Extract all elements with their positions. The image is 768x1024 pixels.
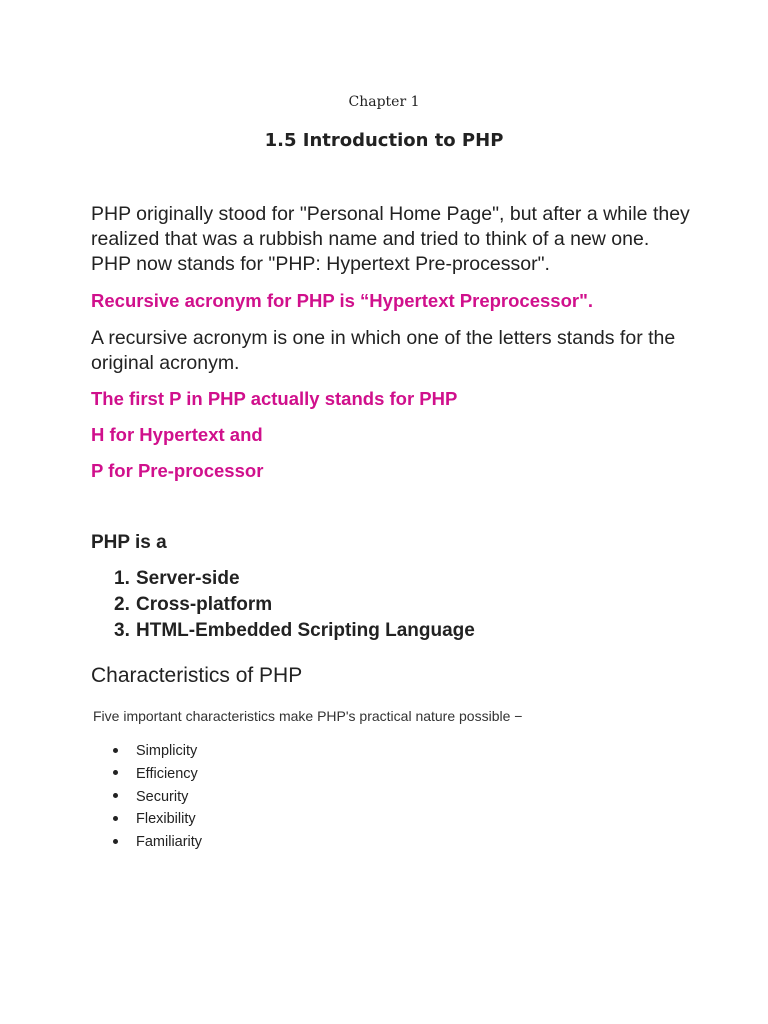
recursive-acronym-highlight: Recursive acronym for PHP is “Hypertext Preprocessor". bbox=[91, 290, 593, 311]
list-number: 1. bbox=[114, 568, 130, 589]
php-is-heading: PHP is a bbox=[91, 532, 167, 553]
list-item bbox=[114, 618, 475, 644]
list-label: Flexibility bbox=[136, 811, 196, 828]
list-item bbox=[113, 786, 202, 809]
list-label: Simplicity bbox=[136, 743, 198, 759]
list-label: Cross-platform bbox=[136, 594, 273, 615]
list-label: HTML-Embedded Scripting Language bbox=[136, 620, 475, 641]
list-item bbox=[113, 831, 202, 854]
list-label: Security bbox=[136, 788, 189, 805]
list-label: Familiarity bbox=[136, 834, 203, 851]
list-item bbox=[113, 808, 202, 831]
list-label: Efficiency bbox=[136, 765, 198, 782]
p-preprocessor-highlight: P for Pre-processor bbox=[91, 460, 264, 481]
intro-paragraph: PHP originally stood for "Personal Home Page", but after a while they realized that was a rubbish name and tried to think of a new one. PHP now stands for "PHP: Hypertext Pre-processor". bbox=[91, 203, 690, 275]
chapter-label: Chapter 1 bbox=[348, 94, 420, 110]
bullet-icon bbox=[113, 793, 118, 798]
section-title: 1.5 Introduction to PHP bbox=[264, 130, 504, 151]
h-hypertext-highlight: H for Hypertext and bbox=[91, 424, 263, 445]
list-number: 2. bbox=[114, 594, 130, 615]
list-item bbox=[114, 566, 475, 592]
php-is-list bbox=[114, 566, 475, 644]
list-item bbox=[113, 740, 202, 763]
list-item bbox=[114, 592, 475, 618]
bullet-icon bbox=[113, 839, 118, 844]
characteristics-heading: Characteristics of PHP bbox=[91, 664, 303, 687]
first-p-highlight: The first P in PHP actually stands for PHP bbox=[91, 388, 458, 409]
list-item bbox=[113, 763, 202, 786]
characteristics-list bbox=[113, 740, 202, 854]
bullet-icon bbox=[113, 770, 118, 775]
list-label: Server-side bbox=[136, 568, 240, 589]
recursive-acronym-paragraph: A recursive acronym is one in which one of the letters stands for the original acronym. bbox=[91, 327, 676, 374]
bullet-icon bbox=[113, 816, 118, 821]
characteristics-intro: Five important characteristics make PHP's practical nature possible − bbox=[93, 708, 523, 724]
bullet-icon bbox=[113, 748, 118, 753]
list-number: 3. bbox=[114, 620, 130, 641]
